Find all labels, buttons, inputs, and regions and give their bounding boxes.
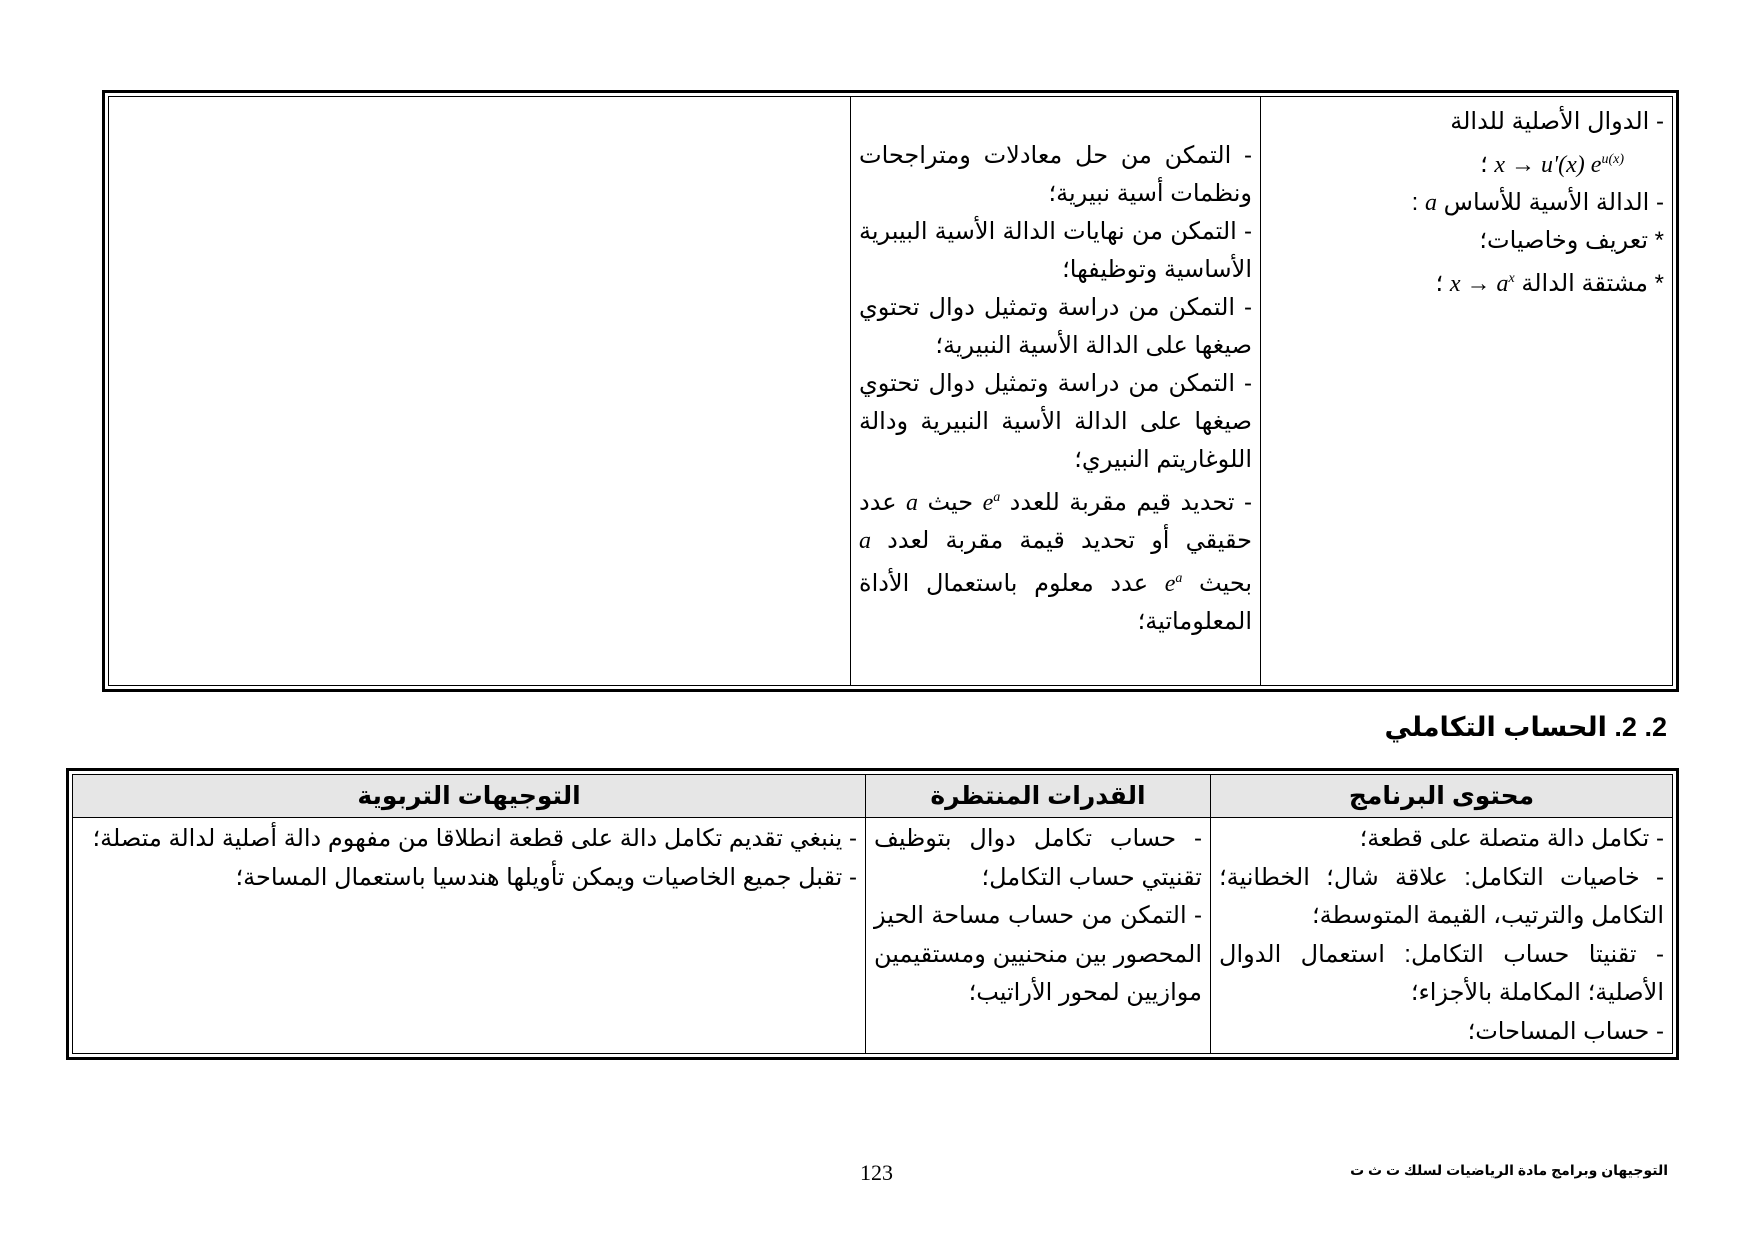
program-content-cell xyxy=(1261,97,1673,686)
list-item: * تعريف وخاصيات؛ xyxy=(1479,227,1664,254)
table-header-row xyxy=(73,775,1673,818)
expected-abilities-cell xyxy=(866,818,1211,1054)
list-item: - تقبل جميع الخاصيات ويمكن تأويلها هندسيا باستعمال المساحة؛ xyxy=(235,863,857,891)
list-item: - خاصيات التكامل: علاقة شال؛ الخطانية؛ التكامل والترتيب، القيمة المتوسطة؛ xyxy=(1219,863,1664,929)
list-item: - حساب المساحات؛ xyxy=(1467,1017,1664,1045)
pedagogical-guidance-cell xyxy=(73,818,866,1054)
column-header-content: محتوى البرنامج xyxy=(1211,775,1673,818)
table-row xyxy=(73,818,1673,1054)
pedagogical-guidance-cell xyxy=(109,97,851,686)
integral-calculus-table xyxy=(72,774,1673,1054)
list-item: - حساب تكامل دوال بتوظيف تقنيتي حساب التكامل؛ xyxy=(874,825,1202,891)
list-item: - الدالة الأسية للأساس a : xyxy=(1411,189,1664,216)
continuation-table xyxy=(108,96,1673,686)
table-row xyxy=(109,97,1673,686)
integral-calculus-table-frame xyxy=(66,768,1679,1060)
list-item: - تحديد قيم مقربة للعدد $e^a$ حيث a عدد حقيقي أو تحديد قيمة مقربة لعدد a بحيث $e^a$ عدد معلوم باستعمال الأداة المعلوماتية؛ xyxy=(859,489,1253,635)
formula: $x \to a^x$ xyxy=(1449,271,1515,297)
list-item: - تكامل دالة متصلة على قطعة؛ xyxy=(1359,825,1664,852)
column-header-abilities: القدرات المنتظرة xyxy=(866,775,1211,818)
formula: x → u'(x) $e^{u(x)}$ xyxy=(1494,152,1624,178)
list-item: - الدوال الأصلية للدالة xyxy=(1450,108,1664,135)
footer-document-title: التوجيهان وبرامج مادة الرياضيات لسلك ت ث ت xyxy=(1350,1162,1668,1178)
list-item: x → u'(x) $e^{u(x)}$ ؛ xyxy=(1480,151,1624,178)
list-item: - التمكن من دراسة وتمثيل دوال تحتوي صيغها على الدالة الأسية النبيرية؛ xyxy=(859,294,1252,359)
column-header-guidance: التوجيهات التربوية xyxy=(73,775,866,818)
list-item: - التمكن من حل معادلات ومتراجحات ونظمات أسية نبيرية؛ xyxy=(859,142,1252,207)
program-content-cell xyxy=(1211,818,1673,1054)
list-item: - تقنيتا حساب التكامل: استعمال الدوال الأصلية؛ المكاملة بالأجزاء؛ xyxy=(1219,940,1664,1006)
expected-abilities-cell xyxy=(851,97,1261,686)
continuation-table-frame xyxy=(102,90,1679,692)
list-item: - التمكن من نهايات الدالة الأسية البيبرية الأساسية وتوظيفها؛ xyxy=(859,218,1252,283)
list-item: - ينبغي تقديم تكامل دالة على قطعة انطلاقا من مفهوم دالة أصلية لدالة متصلة؛ xyxy=(92,825,857,852)
list-item: - التمكن من دراسة وتمثيل دوال تحتوي صيغها على الدالة الأسية النبيرية ودالة اللوغاريتم النبيري؛ xyxy=(859,370,1252,473)
list-item: - التمكن من حساب مساحة الحيز المحصور بين منحنيين ومستقيمين موازيين لمحور الأراتيب؛ xyxy=(874,902,1202,1006)
page-number: 123 xyxy=(860,1160,893,1185)
list-item: * مشتقة الدالة $x \to a^x$ ؛ xyxy=(1435,270,1664,297)
section-heading: 2. 2. الحساب التكاملي xyxy=(1384,712,1667,742)
